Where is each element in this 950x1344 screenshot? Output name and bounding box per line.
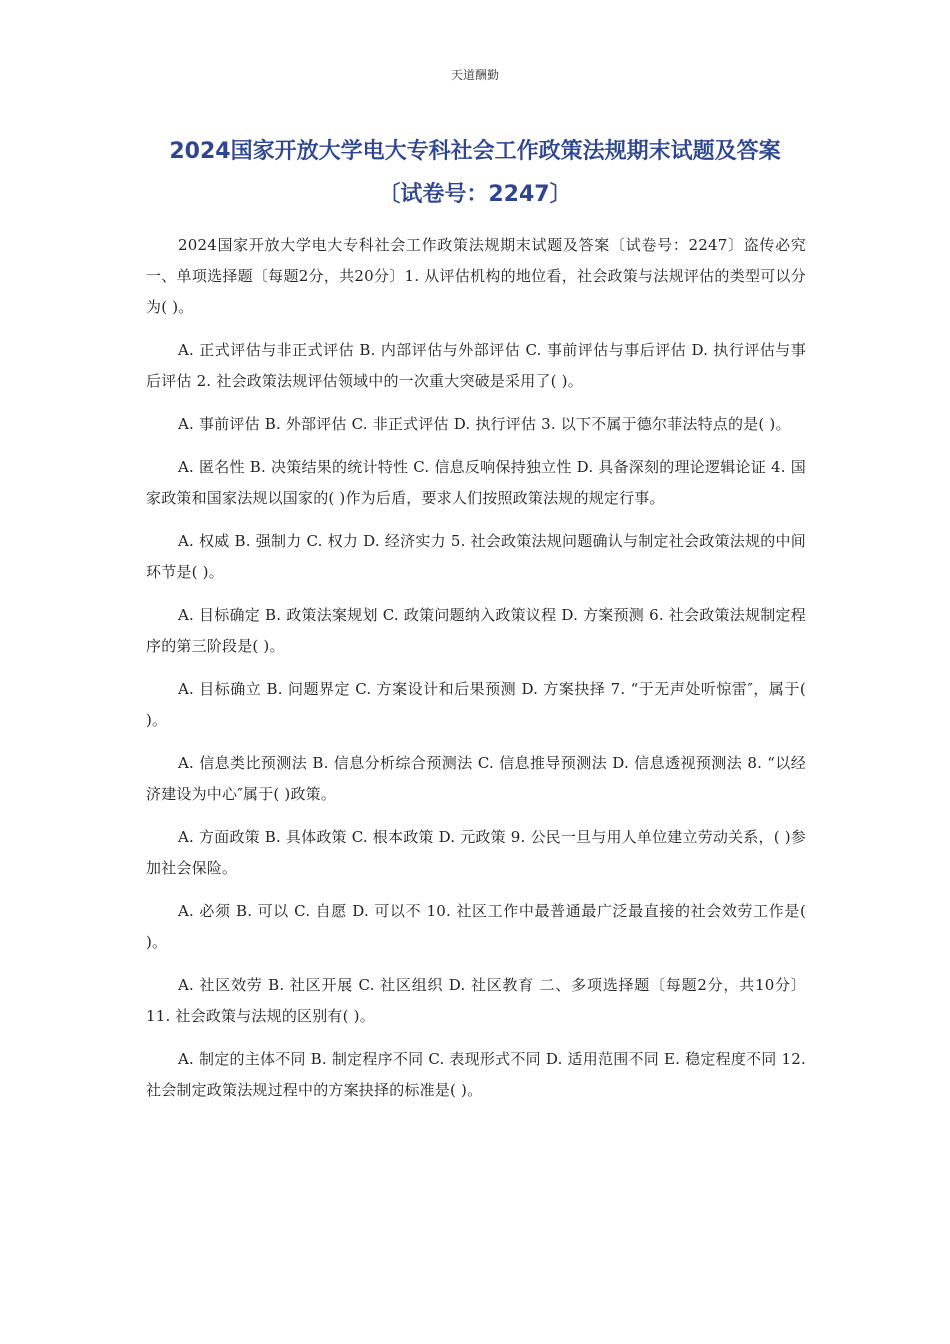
paragraph-options-7-question-8: A. 信息类比预测法 B. 信息分析综合预测法 C. 信息推导预测法 D. 信息透视预测法 8. “以经济建设为中心″属于( )政策。 (146, 754, 806, 803)
paragraph-options-1-question-2: A. 正式评估与非正式评估 B. 内部评估与外部评估 C. 事前评估与事后评估 D. 执行评估与事后评估 2. 社会政策法规评估领域中的一次重大突破是采用了( )。 (146, 341, 806, 390)
page-subtitle-exam-number: 〔试卷号：2247〕 (378, 182, 572, 207)
paragraph-options-10-question-11: A. 社区效劳 B. 社区开展 C. 社区组织 D. 社区教育 二、多项选择题〔每题2分，共10分〕11. 社会政策与法规的区别有( )。 (146, 976, 806, 1025)
page-title: 2024国家开放大学电大专科社会工作政策法规期末试题及答案 (169, 139, 781, 164)
paragraph-options-2-question-3: A. 事前评估 B. 外部评估 C. 非正式评估 D. 执行评估 3. 以下不属于德尔菲法特点的是( )。 (178, 415, 791, 433)
document-body (146, 230, 806, 1118)
paragraph-options-9-question-10: A. 必须 B. 可以 C. 自愿 D. 可以不 10. 社区工作中最普通最广泛最直接的社会效劳工作是( )。 (146, 902, 806, 951)
paragraph-options-3-question-4: A. 匿名性 B. 决策结果的统计特性 C. 信息反响保持独立性 D. 具备深刻的理论逻辑论证 4. 国家政策和国家法规以国家的( )作为后盾，要求人们按照政策法规的规定行事。 (146, 458, 806, 507)
paragraph-options-4-question-5: A. 权威 B. 强制力 C. 权力 D. 经济实力 5. 社会政策法规问题确认与制定社会政策法规的中间环节是( )。 (146, 532, 806, 581)
paragraph-options-5-question-6: A. 目标确定 B. 政策法案规划 C. 政策问题纳入政策议程 D. 方案预测 6. 社会政策法规制定程序的第三阶段是( )。 (146, 606, 806, 655)
paragraph-intro-question-1: 2024国家开放大学电大专科社会工作政策法规期末试题及答案〔试卷号：2247〕盗传必究 一、单项选择题〔每题2分，共20分〕1. 从评估机构的地位看，社会政策与法规评估的类型可以分为( )。 (146, 236, 806, 316)
paragraph-options-6-question-7: A. 目标确立 B. 问题界定 C. 方案设计和后果预测 D. 方案抉择 7. “于无声处听惊雷″，属于( )。 (146, 680, 806, 729)
paragraph-options-11-question-12: A. 制定的主体不同 B. 制定程序不同 C. 表现形式不同 D. 适用范围不同 E. 稳定程度不同 12. 社会制定政策法规过程中的方案抉择的标准是( )。 (146, 1050, 806, 1099)
running-header: 天道酬勤 (450, 68, 499, 82)
paragraph-options-8-question-9: A. 方面政策 B. 具体政策 C. 根本政策 D. 元政策 9. 公民一旦与用人单位建立劳动关系，( )参加社会保险。 (146, 828, 806, 877)
